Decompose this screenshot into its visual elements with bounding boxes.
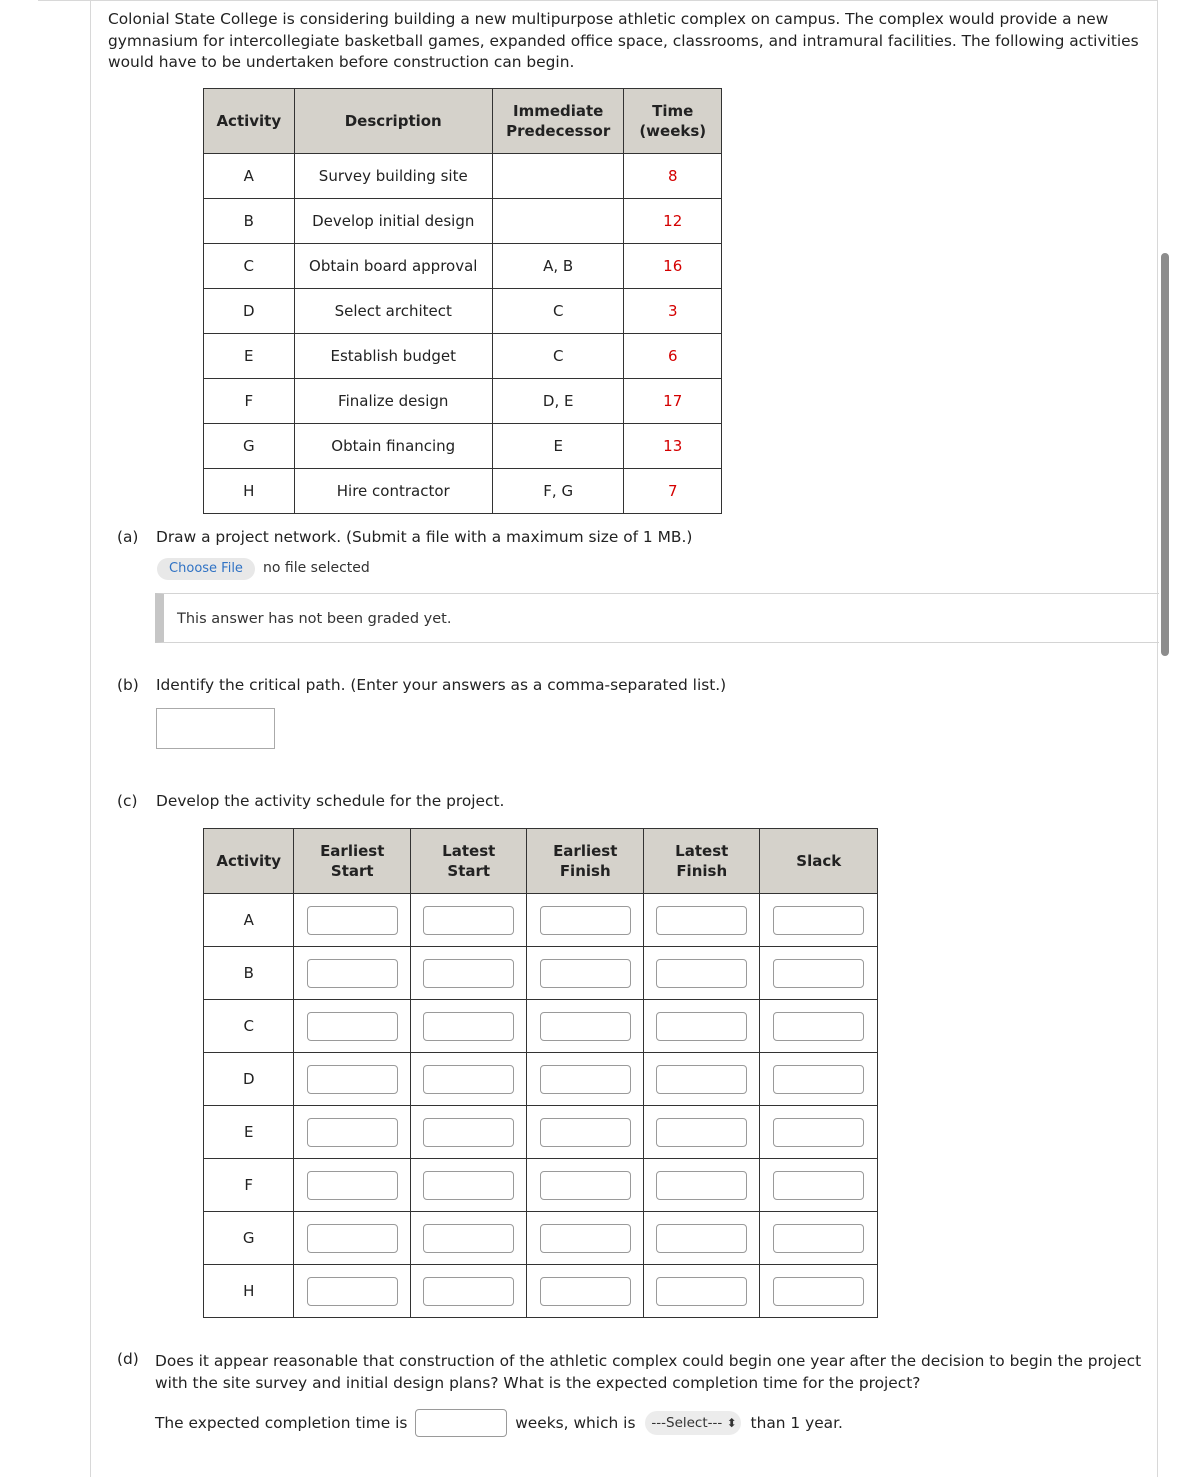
latest-start-cell	[410, 1159, 527, 1212]
latest-finish-cell	[643, 1265, 760, 1318]
grading-status-box	[155, 593, 1159, 643]
earliest-finish-input[interactable]	[540, 1118, 631, 1147]
col-header-time: Time (weeks)	[624, 89, 722, 154]
slack-cell	[760, 1053, 878, 1106]
schedule-activity-cell: B	[204, 947, 294, 1000]
earliest-start-cell	[294, 1053, 411, 1106]
latest-finish-input[interactable]	[656, 1065, 747, 1094]
earliest-finish-input[interactable]	[540, 959, 631, 988]
time-cell: 17	[624, 379, 722, 424]
earliest-finish-cell	[527, 1106, 644, 1159]
slack-input[interactable]	[773, 1118, 864, 1147]
earliest-finish-cell	[527, 947, 644, 1000]
description-cell: Obtain financing	[294, 424, 492, 469]
select-arrows-icon: ⬍	[726, 1416, 737, 1430]
activity-row	[204, 424, 722, 469]
schedule-row	[204, 894, 878, 947]
top-divider	[38, 0, 90, 1]
latest-start-input[interactable]	[423, 1065, 514, 1094]
latest-finish-input[interactable]	[656, 1118, 747, 1147]
description-cell: Select architect	[294, 289, 492, 334]
earliest-start-input[interactable]	[307, 906, 398, 935]
slack-input[interactable]	[773, 1277, 864, 1306]
latest-start-input[interactable]	[423, 1224, 514, 1253]
part-d-question: Does it appear reasonable that construction of the athletic complex could begin one year after the decision to begin the project with the site survey and initial design plans? What is the expected completion time for the project?	[155, 1352, 1142, 1392]
latest-finish-input[interactable]	[656, 1012, 747, 1041]
activity-cell: C	[204, 244, 295, 289]
earliest-start-cell	[294, 1159, 411, 1212]
activity-row	[204, 469, 722, 514]
earliest-finish-cell	[527, 1265, 644, 1318]
latest-start-cell	[410, 1106, 527, 1159]
predecessor-cell: D, E	[492, 379, 624, 424]
earliest-start-cell	[294, 1106, 411, 1159]
latest-start-input[interactable]	[423, 1012, 514, 1041]
predecessor-cell: C	[492, 289, 624, 334]
slack-cell	[760, 1106, 878, 1159]
earliest-start-cell	[294, 1265, 411, 1318]
schedule-activity-cell: H	[204, 1265, 294, 1318]
activity-row	[204, 334, 722, 379]
activity-cell: F	[204, 379, 295, 424]
predecessor-cell: C	[492, 334, 624, 379]
latest-start-input[interactable]	[423, 1171, 514, 1200]
schedule-row	[204, 1000, 878, 1053]
description-cell: Finalize design	[294, 379, 492, 424]
latest-finish-input[interactable]	[656, 1224, 747, 1253]
latest-finish-cell	[643, 1212, 760, 1265]
latest-start-cell	[410, 1265, 527, 1318]
earliest-finish-cell	[527, 1159, 644, 1212]
description-cell: Hire contractor	[294, 469, 492, 514]
col-header-earliest-finish: Earliest Finish	[527, 829, 644, 894]
activity-row	[204, 244, 722, 289]
slack-cell	[760, 947, 878, 1000]
schedule-activity-cell: E	[204, 1106, 294, 1159]
schedule-row	[204, 947, 878, 1000]
activity-cell: E	[204, 334, 295, 379]
schedule-row	[204, 1212, 878, 1265]
col-header-earliest-start: Earliest Start	[294, 829, 411, 894]
slack-input[interactable]	[773, 1065, 864, 1094]
activity-cell: B	[204, 199, 295, 244]
schedule-row	[204, 1053, 878, 1106]
col-header-activity: Activity	[204, 89, 295, 154]
slack-input[interactable]	[773, 959, 864, 988]
col-header-slack: Slack	[760, 829, 878, 894]
grading-status-text: This answer has not been graded yet.	[177, 611, 452, 627]
activity-cell: D	[204, 289, 295, 334]
completion-sentence: The expected completion time is weeks, which is ---Select--- ⬍ than 1 year.	[155, 1409, 843, 1438]
scrollbar-thumb[interactable]	[1161, 253, 1169, 656]
slack-input[interactable]	[773, 1012, 864, 1041]
description-cell: Survey building site	[294, 154, 492, 199]
description-cell: Establish budget	[294, 334, 492, 379]
problem-intro: Colonial State College is considering building a new multipurpose athletic complex on campus. The complex would provide a new gymnasium for intercollegiate basketball games, expanded office space, classrooms, and intramural facilities. The following activities would have to be undertaken before construction can begin.	[108, 10, 1139, 71]
earliest-start-input[interactable]	[307, 1065, 398, 1094]
slack-cell	[760, 1265, 878, 1318]
col-header-latest-start: Latest Start	[410, 829, 527, 894]
time-cell: 7	[624, 469, 722, 514]
earliest-finish-input[interactable]	[540, 1171, 631, 1200]
latest-start-cell	[410, 947, 527, 1000]
earliest-finish-input[interactable]	[540, 1277, 631, 1306]
activity-cell: H	[204, 469, 295, 514]
time-cell: 13	[624, 424, 722, 469]
activity-row	[204, 379, 722, 424]
latest-finish-input[interactable]	[656, 1171, 747, 1200]
latest-start-input[interactable]	[423, 1118, 514, 1147]
time-cell: 16	[624, 244, 722, 289]
description-cell: Obtain board approval	[294, 244, 492, 289]
schedule-row	[204, 1106, 878, 1159]
activity-cell: G	[204, 424, 295, 469]
latest-start-cell	[410, 1000, 527, 1053]
latest-start-cell	[410, 1053, 527, 1106]
schedule-activity-cell: C	[204, 1000, 294, 1053]
latest-finish-cell	[643, 1000, 760, 1053]
activity-row	[204, 154, 722, 199]
file-status: no file selected	[263, 560, 370, 576]
time-cell: 6	[624, 334, 722, 379]
earliest-start-input[interactable]	[307, 1224, 398, 1253]
earliest-finish-input[interactable]	[540, 906, 631, 935]
earliest-finish-cell	[527, 1053, 644, 1106]
earliest-start-input[interactable]	[307, 1277, 398, 1306]
latest-finish-input[interactable]	[656, 906, 747, 935]
schedule-activity-cell: D	[204, 1053, 294, 1106]
description-cell: Develop initial design	[294, 199, 492, 244]
critical-path-input[interactable]	[156, 708, 275, 749]
latest-finish-cell	[643, 1053, 760, 1106]
latest-finish-cell	[643, 1159, 760, 1212]
earliest-finish-input[interactable]	[540, 1224, 631, 1253]
col-header-activity: Activity	[204, 829, 294, 894]
latest-start-input[interactable]	[423, 906, 514, 935]
earliest-finish-input[interactable]	[540, 1012, 631, 1041]
latest-start-cell	[410, 1212, 527, 1265]
time-cell: 12	[624, 199, 722, 244]
predecessor-cell: E	[492, 424, 624, 469]
latest-finish-input[interactable]	[656, 959, 747, 988]
col-header-latest-finish: Latest Finish	[643, 829, 760, 894]
earliest-finish-input[interactable]	[540, 1065, 631, 1094]
predecessor-cell	[492, 199, 624, 244]
schedule-row	[204, 1159, 878, 1212]
latest-finish-cell	[643, 1106, 760, 1159]
predecessor-cell: F, G	[492, 469, 624, 514]
earliest-start-input[interactable]	[307, 959, 398, 988]
latest-finish-cell	[643, 947, 760, 1000]
latest-start-cell	[410, 894, 527, 947]
schedule-row	[204, 1265, 878, 1318]
latest-start-input[interactable]	[423, 1277, 514, 1306]
latest-start-input[interactable]	[423, 959, 514, 988]
choose-file-button[interactable]: Choose File	[157, 558, 255, 580]
slack-input[interactable]	[773, 1224, 864, 1253]
slack-cell	[760, 894, 878, 947]
earliest-start-cell	[294, 1212, 411, 1265]
completion-time-input[interactable]	[415, 1409, 507, 1437]
time-cell: 8	[624, 154, 722, 199]
part-d-letter: (d)	[117, 1350, 139, 1368]
slack-input[interactable]	[773, 1171, 864, 1200]
earliest-start-cell	[294, 1000, 411, 1053]
earliest-start-input[interactable]	[307, 1012, 398, 1041]
schedule-activity-cell: A	[204, 894, 294, 947]
earliest-start-input[interactable]	[307, 1118, 398, 1147]
col-header-predecessor: Immediate Predecessor	[492, 89, 624, 154]
activity-row	[204, 199, 722, 244]
activity-row	[204, 289, 722, 334]
slack-input[interactable]	[773, 906, 864, 935]
latest-finish-cell	[643, 894, 760, 947]
activity-cell: A	[204, 154, 295, 199]
slack-cell	[760, 1000, 878, 1053]
earliest-finish-cell	[527, 1212, 644, 1265]
earliest-start-cell	[294, 947, 411, 1000]
comparison-select[interactable]: ---Select--- ⬍	[645, 1411, 740, 1435]
activity-table	[203, 88, 722, 514]
latest-finish-input[interactable]	[656, 1277, 747, 1306]
time-cell: 3	[624, 289, 722, 334]
schedule-activity-cell: F	[204, 1159, 294, 1212]
earliest-start-cell	[294, 894, 411, 947]
earliest-finish-cell	[527, 894, 644, 947]
schedule-table	[203, 828, 878, 1318]
schedule-activity-cell: G	[204, 1212, 294, 1265]
predecessor-cell: A, B	[492, 244, 624, 289]
earliest-start-input[interactable]	[307, 1171, 398, 1200]
earliest-finish-cell	[527, 1000, 644, 1053]
slack-cell	[760, 1212, 878, 1265]
slack-cell	[760, 1159, 878, 1212]
col-header-description: Description	[294, 89, 492, 154]
predecessor-cell	[492, 154, 624, 199]
